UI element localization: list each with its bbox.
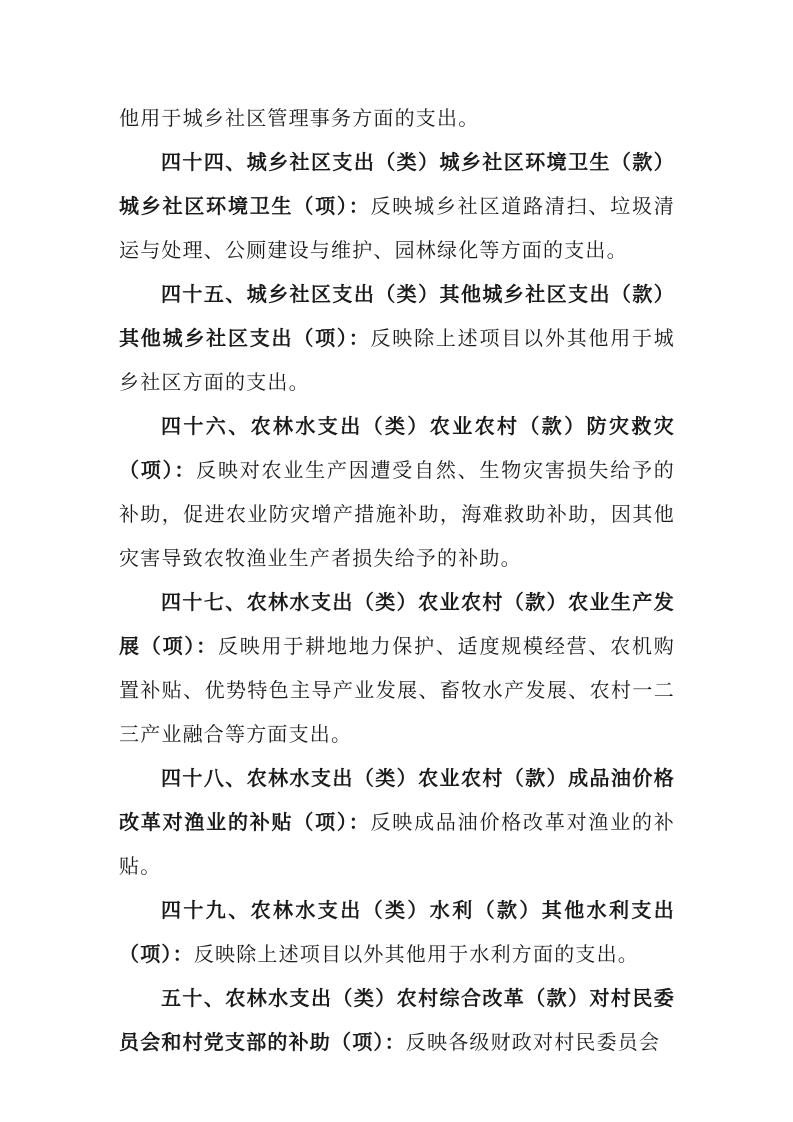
item-heading: 四十五、城乡社区支出（类）其他城乡社区支出（款）其他城乡社区支出（项）： bbox=[119, 282, 675, 350]
item-description: 反映除上述项目以外其他用于城乡社区方面的支出。 bbox=[119, 326, 675, 394]
paragraph-text: 他用于城乡社区管理事务方面的支出。 bbox=[119, 106, 480, 130]
document-body bbox=[119, 96, 675, 1064]
paragraph-item-44 bbox=[119, 140, 675, 272]
item-heading: 四十四、城乡社区支出（类）城乡社区环境卫生（款）城乡社区环境卫生（项）： bbox=[119, 150, 675, 218]
paragraph-item-45 bbox=[119, 272, 675, 404]
paragraph-item-49 bbox=[119, 888, 675, 976]
item-description: 反映除上述项目以外其他用于水利方面的支出。 bbox=[193, 942, 640, 966]
item-heading: 四十八、农林水支出（类）农业农村（款）成品油价格改革对渔业的补贴（项）： bbox=[119, 766, 675, 834]
paragraph-item-48 bbox=[119, 756, 675, 888]
item-description: 反映成品油价格改革对渔业的补贴。 bbox=[119, 810, 675, 878]
paragraph-item-50 bbox=[119, 976, 675, 1064]
item-heading: 四十九、农林水支出（类）水利（款）其他水利支出（项）： bbox=[119, 898, 675, 966]
paragraph-item-47 bbox=[119, 580, 675, 756]
item-heading: 四十七、农林水支出（类）农业农村（款）农业生产发展（项）： bbox=[119, 590, 675, 658]
item-description: 反映用于耕地地力保护、适度规模经营、农机购置补贴、优势特色主导产业发展、畜牧水产发展、农村一二三产业融合等方面支出。 bbox=[119, 634, 676, 746]
item-description: 反映各级财政对村民委员会 bbox=[405, 1030, 661, 1054]
paragraph-continuation bbox=[119, 96, 675, 140]
item-description: 反映城乡社区道路清扫、垃圾清运与处理、公厕建设与维护、园林绿化等方面的支出。 bbox=[119, 194, 675, 262]
item-heading: 四十六、农林水支出（类）农业农村（款）防灾救灾（项）： bbox=[119, 414, 675, 482]
item-heading: 五十、农林水支出（类）农村综合改革（款）对村民委员会和村党支部的补助（项）： bbox=[119, 986, 675, 1054]
item-description: 反映对农业生产因遭受自然、生物灾害损失给予的补助，促进农业防灾增产措施补助，海难救助补助，因其他灾害导致农牧渔业生产者损失给予的补助。 bbox=[119, 458, 675, 570]
paragraph-item-46 bbox=[119, 404, 675, 580]
